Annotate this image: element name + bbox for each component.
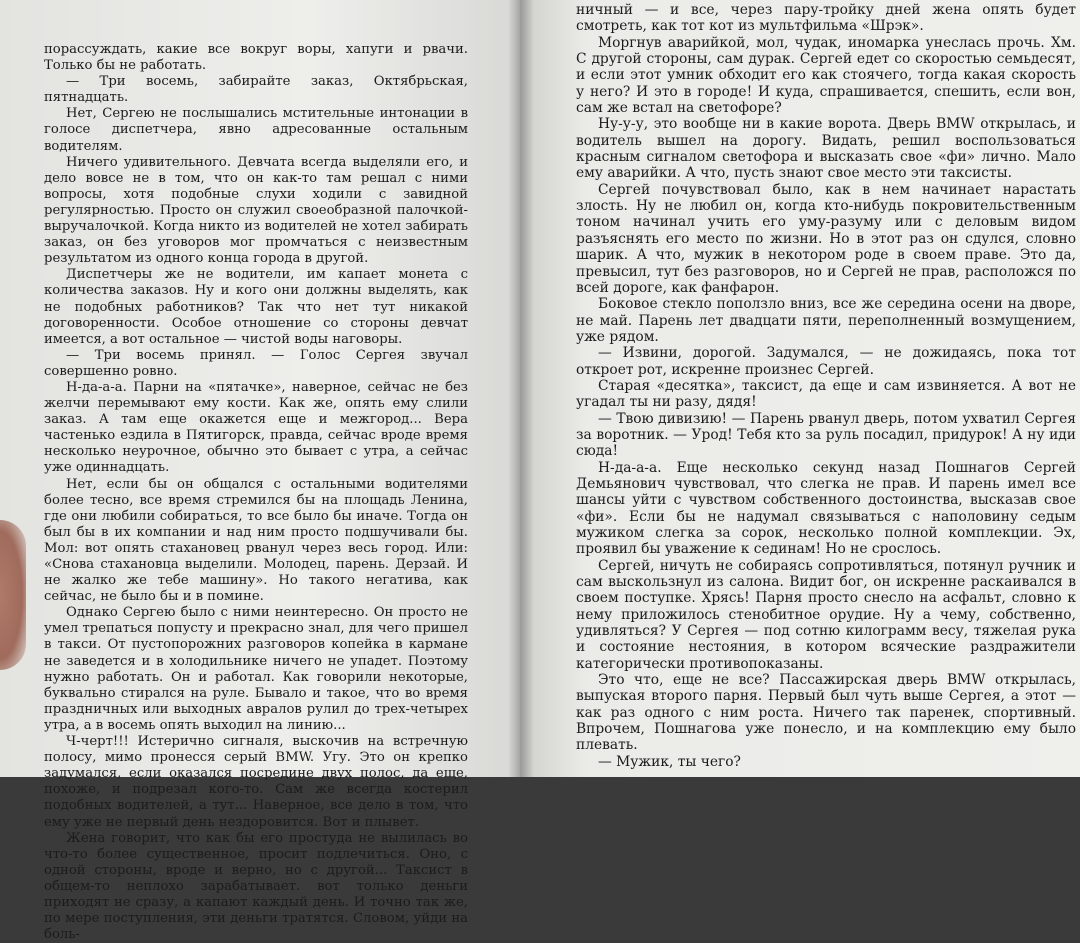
paragraph: — Три восемь принял. — Голос Сергея звучал совершенно ровно. <box>44 347 468 379</box>
paragraph: Ничего удивительного. Девчата всегда выделяли его, и дело вовсе не в том, что он как-то там решал с ними вопросы, хотя подобные слухи ходили с завидной регулярностью. Просто он служил своеобразной палочкой-выручалочкой. Когда никто из водителей не хотел забирать заказ, он без уговоров мог промчаться с неизвестным результатом из одного конца города в другой. <box>44 154 468 267</box>
paragraph: Ну-у-у, это вообще ни в какие ворота. Дверь BMW открылась, и водитель вышел на дорогу. Видать, решил воспользоваться красным сигналом светофора и высказать свое «фи» лично. Мало ему аварийки. А что, пусть знают свое место эти таксисты. <box>576 116 1076 182</box>
paragraph: Однако Сергею было с ними неинтересно. Он просто не умел трепаться попусту и прекрасно знал, для чего пришел в такси. От пустопорожних разговоров копейка в кармане не заведется и в холодильнике ничего не упадет. Поэтому нужно работать. Он и работал. Как говорили некоторые, буквально стирался на руле. Бывало и такое, что во время праздничных или выходных авралов рулил до трех-четырех утра, а в восемь опять выходил на линию... <box>44 605 468 733</box>
paragraph: Жена говорит, что как бы его простуда не вылилась во что-то более существенное, просит подлечиться. Оно, с одной стороны, вроде и верно, но с другой... Таксист в общем-то неплохо зарабатывает. вот только деньги приходят не сразу, а капают каждый день. И точно так же, по мере поступления, эти деньги тратятся. Словом, уйди на боль- <box>44 830 468 943</box>
paragraph: — Три восемь, забирайте заказ, Октябрьская, пятнадцать. <box>44 74 468 106</box>
paragraph: Нет, если бы он общался с остальными водителями более тесно, все время стремился бы на площадь Ленина, где они любили собираться, то все было бы иначе. Тогда он был бы в их компании и над ним просто подшучивали бы. Мол: вот опять стахановец рванул через весь город. Или: «Снова стахановца выделили. Молодец, парень. Дерзай. И не жалко же тебе машину». Но такого негатива, как сейчас, не было бы и в помине. <box>44 476 468 605</box>
paragraph: Диспетчеры же не водители, им капает монета с количества заказов. Ну и кого они должны выделять, как не подобных работников? Так что нет тут никакой договоренности. Особое отношение со стороны девчат имеется, а вот остальное — чистой воды наговоры. <box>44 267 468 347</box>
paragraph: — Мужик, ты чего? <box>598 753 741 770</box>
paragraph: ничный — и все, через пару-тройку дней жена опять будет смотреть, как тот кот из мультфильма «Шрэк». <box>576 2 1076 35</box>
paragraph: порассуждать, какие все вокруг воры, хапуги и рвачи. Только бы не работать. <box>44 42 468 74</box>
left-page-text <box>44 42 468 943</box>
paragraph: Сергей почувствовал было, как в нем начинает нарастать злость. Ну не любил он, когда кто-нибудь покровительственным тоном начинал учить его уму-разуму или с деловым видом разъяснять его место по жизни. Но в этот раз он сдулся, словно шарик. А что, мужик в некотором роде в своем праве. Это да, превысил, тут без разговоров, но и Сергей не прав, расположся по всей дороге, как фанфарон. <box>576 181 1076 296</box>
paragraph: — Извини, дорогой. Задумался, — не дожидаясь, пока тот откроет рот, искренне произнес Сергей. <box>576 345 1076 378</box>
right-page <box>520 0 1080 777</box>
paragraph: Моргнув аварийкой, мол, чудак, иномарка унеслась прочь. Хм. С другой стороны, сам дурак. Сергей едет со скоростью семьдесят, и если этот умник обходит его как стоячего, тогда какая скорость у него? И это в городе! И куда, спрашивается, спешить, если вон, сам же встал на светофоре? <box>576 34 1076 117</box>
paragraph: Сергей, ничуть не собираясь сопротивляться, потянул ручник и сам выскользнул из салона. Видит бог, он искренне раскаивался в своем поступке. Хрясь! Парня просто снесло на асфальт, словно к нему приложилось стенобитное орудие. Ну а чему, собственно, удивляться? У Сергея — под сотню килограмм весу, тяжелая рука и состояние нестояния, в котором всяческие раздражители категорически противопоказаны. <box>576 557 1076 672</box>
paragraph: Это что, еще не все? Пассажирская дверь BMW открылась, выпуская второго парня. Первый был чуть выше Сергея, а этот — как раз одного с ним роста. Ничего так паренек, спортивный. Впрочем, Пошнагова уже понесло, и на комплекцию ему было плевать. <box>576 672 1076 754</box>
paragraph: — Твою дивизию! — Парень рванул дверь, потом ухватил Сергея за воротник. — Урод! Тебя кто за руль посадил, придурок! А ну иди сюда! <box>576 410 1076 460</box>
paragraph: Нет, Сергею не послышались мстительные интонации в голосе диспетчера, явно адресованные остальным водителям. <box>44 106 468 154</box>
paragraph: Н-да-а-а. Парни на «пятачке», наверное, сейчас не без желчи перемывают ему кости. Как же, опять ему слили заказ. А там еще окажется еще и межгород... Вера частенько ездила в Пятигорск, правда, сейчас вроде время несколько неурочное, обычно это бывает с утра, а сейчас уже одиннадцать. <box>44 379 468 476</box>
thumb-shadow <box>0 520 26 670</box>
paragraph: Старая «десятка», таксист, да еще и сам извиняется. А вот не угадал ты ни разу, дядя! <box>576 377 1076 411</box>
right-page-text <box>576 2 1076 770</box>
paragraph: Ч-черт!!! Истерично сигналя, выскочив на встречную полосу, мимо пронесся серый BMW. Угу. Это он крепко задумался, если оказался посредине двух полос, да еще, похоже, и подрезал кого-то. Сам же всегда костерил подобных водителей, а тут... Наверное, все дело в том, что ему уже не первый день нездоровится. Вот и плывет. <box>44 734 468 830</box>
book-gutter <box>508 0 534 777</box>
paragraph: Боковое стекло поползло вниз, все же середина осени на дворе, не май. Парень лет двадцати пяти, переполненный возмущением, уже рядом. <box>576 296 1076 345</box>
paragraph: Н-да-а-а. Еще несколько секунд назад Пошнагов Сергей Демьянович чувствовал, что слегка не прав. И парень имел все шансы уйти с чувством собственного достоинства, высказав свое «фи». Если бы не надумал связываться с наполовину седым мужиком слегка за сорок, несколько полной комплекции. Эх, проявил бы уважение к сединам! Но не срослось. <box>576 459 1076 558</box>
left-page <box>0 0 520 943</box>
